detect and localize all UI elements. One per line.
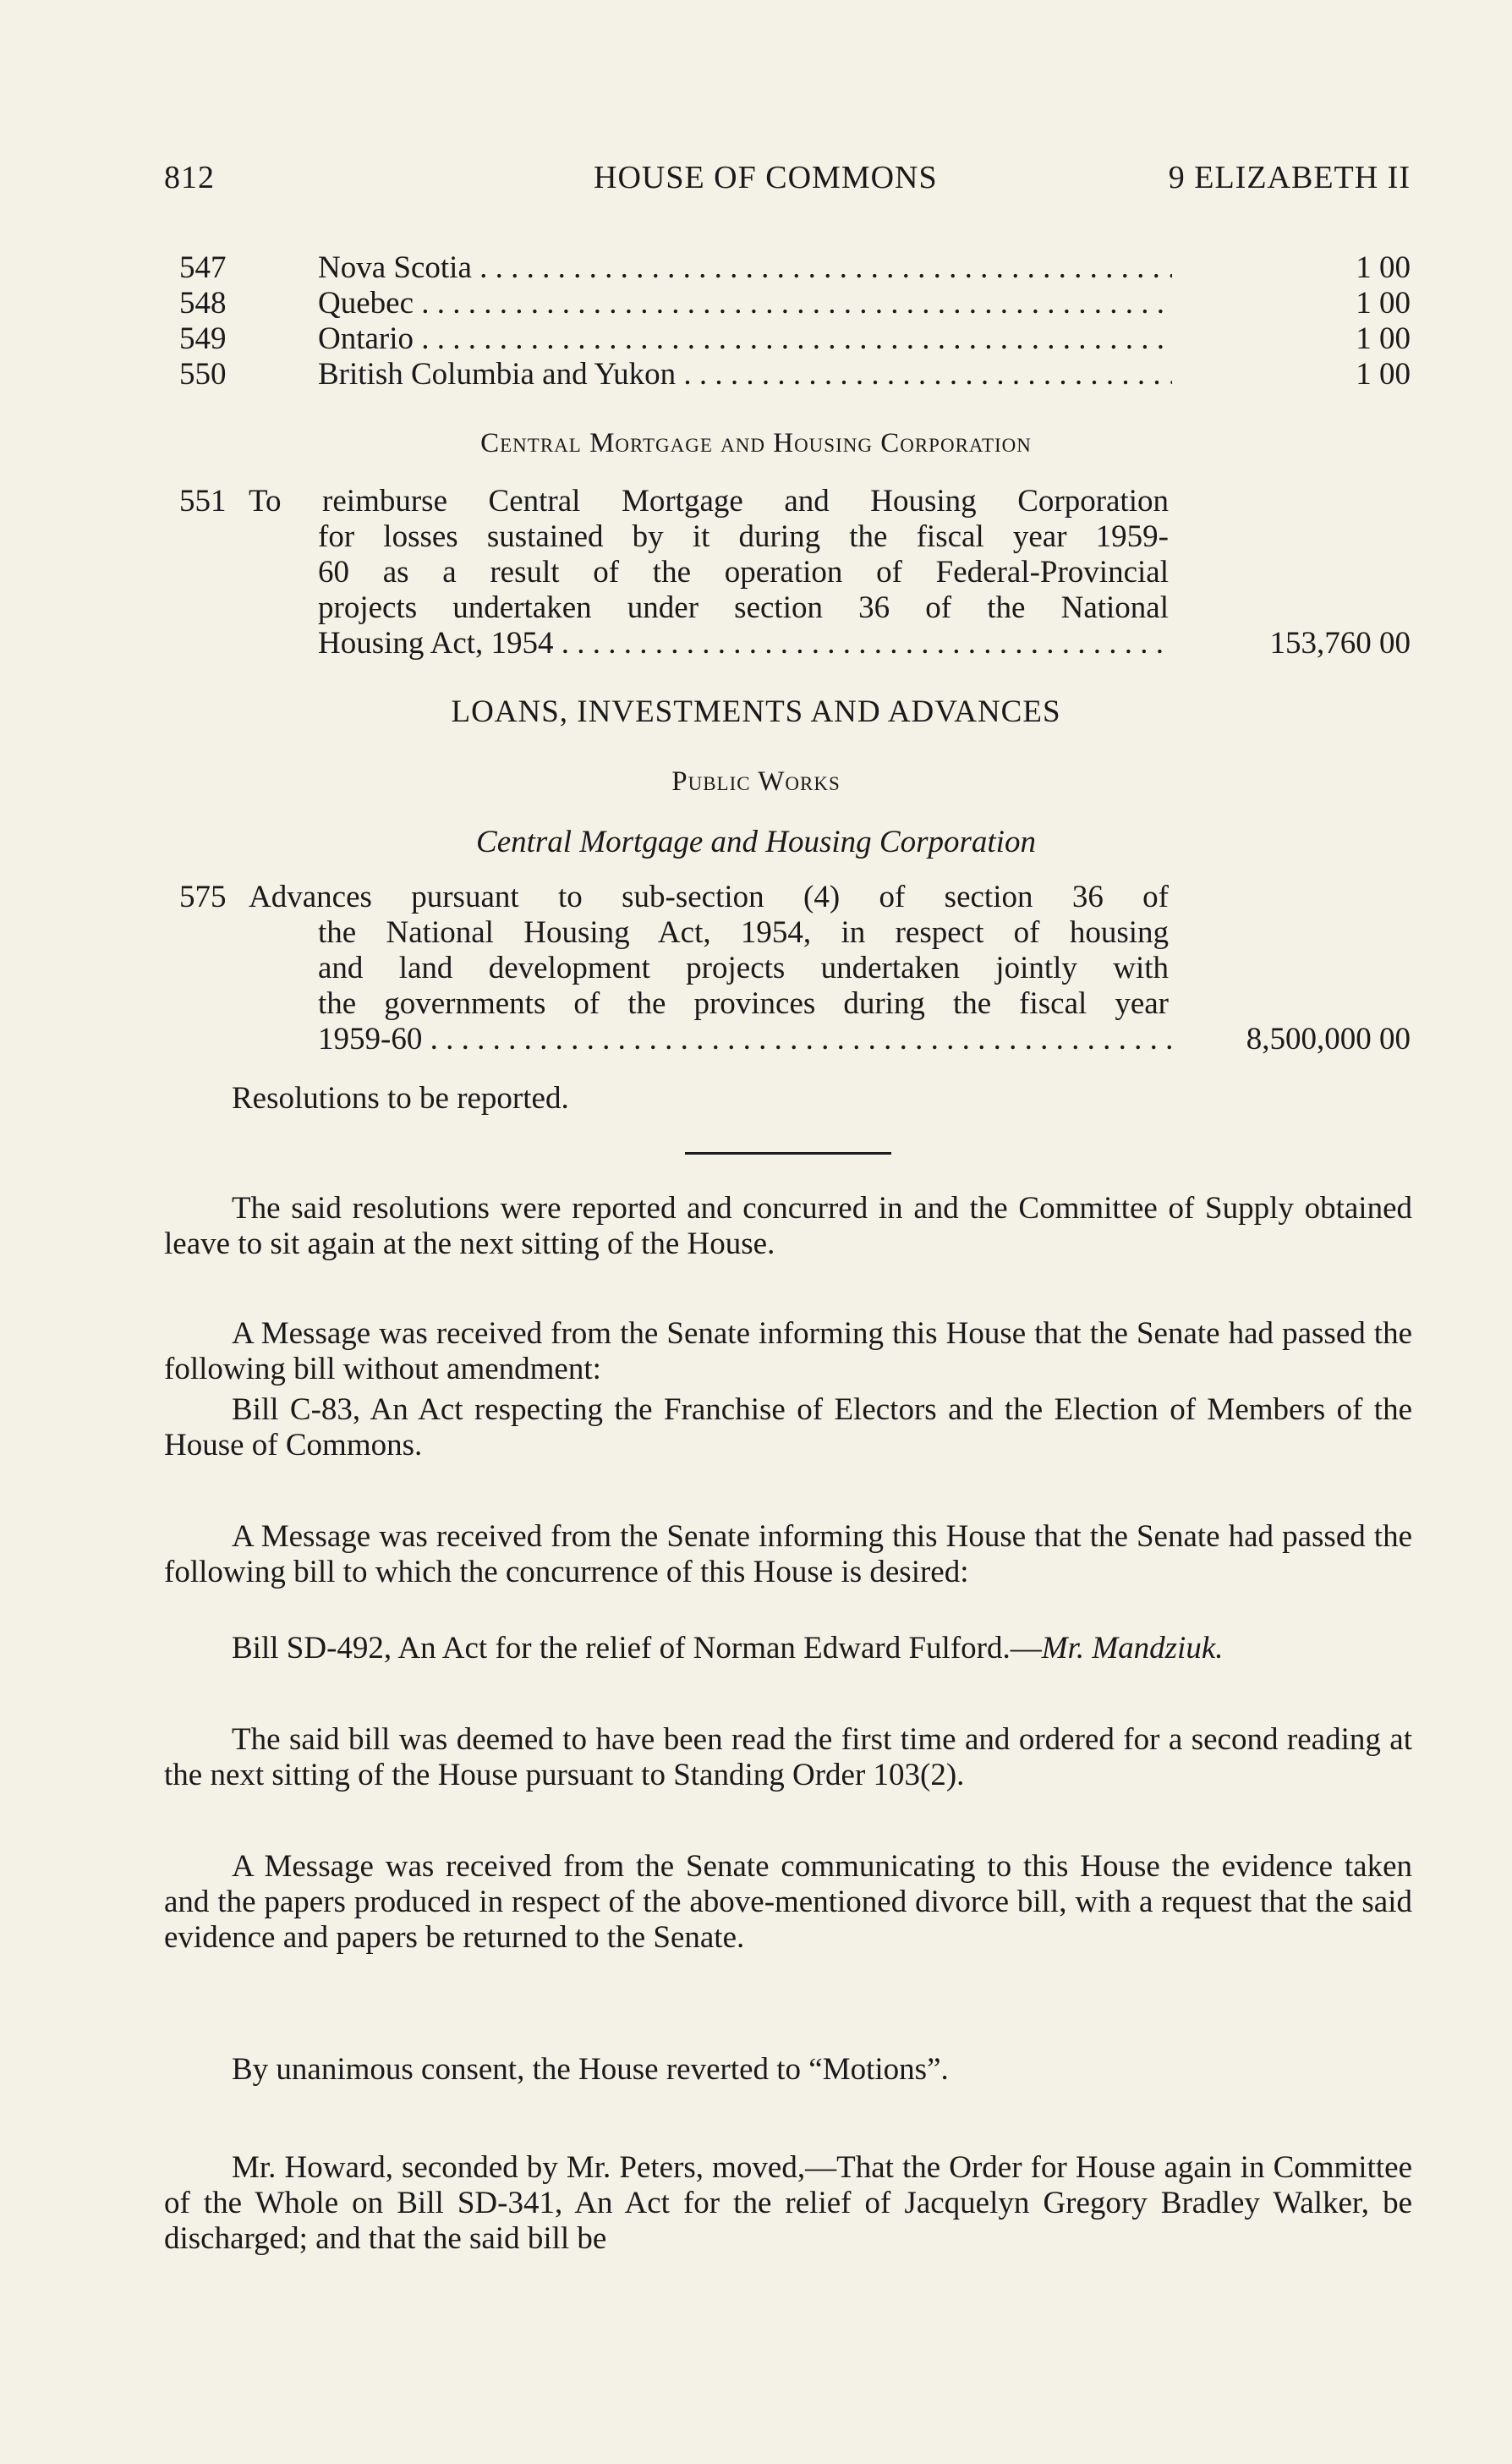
vote-text-line: projects undertaken under section 36 of the National xyxy=(318,590,1169,625)
page-number: 812 xyxy=(164,160,215,195)
vote-text-line: and land development projects undertaken jointly with xyxy=(318,951,1169,985)
paragraph: Mr. Howard, seconded by Mr. Peters, moved,—That the Order for House again in Committee of the Whole on Bill SD-341, An Act for the relief of Jacquelyn Gregory Bradley Walker, be discharged; and that the said bill be xyxy=(164,2150,1412,2256)
item-number: 550 xyxy=(179,357,227,392)
paragraph: The said bill was deemed to have been read the first time and ordered for a second reading at the next sitting of the House pursuant to Standing Order 103(2). xyxy=(164,1722,1412,1792)
item-label: British Columbia and Yukon . . . xyxy=(318,357,1172,392)
paragraph-text: Bill SD-492, An Act for the relief of Norman Edward Fulford.— xyxy=(232,1631,1042,1666)
running-title: HOUSE OF COMMONS xyxy=(594,160,938,195)
item-amount: 1 00 xyxy=(1356,357,1411,392)
vote-text-line: the governments of the provinces during the fiscal year xyxy=(318,986,1169,1021)
vote-text-line: 1959-60 . . . xyxy=(318,1022,1172,1057)
paragraph: The said resolutions were reported and concurred in and the Committee of Supply obtained leave to sit again at the next sitting of the House. xyxy=(164,1191,1412,1261)
vote-text-line: Housing Act, 1954 . . . xyxy=(318,626,1172,661)
vote-number: 551 xyxy=(179,484,227,519)
item-label: Quebec . . . xyxy=(318,286,1172,321)
item-amount: 1 00 xyxy=(1356,250,1411,285)
section-heading-cmhc: Central Mortgage and Housing Corporation xyxy=(480,428,1032,458)
item-amount: 1 00 xyxy=(1356,286,1411,321)
paragraph: A Message was received from the Senate informing this House that the Senate had passed the following bill to which the concurrence of this House is desired: xyxy=(164,1519,1412,1589)
item-number: 547 xyxy=(179,250,227,285)
section-divider xyxy=(685,1152,891,1155)
section-heading-loans: LOANS, INVESTMENTS AND ADVANCES xyxy=(451,694,1061,729)
vote-text-line: the National Housing Act, 1954, in respect of housing xyxy=(318,915,1169,950)
item-amount: 1 00 xyxy=(1356,321,1411,356)
paragraph: A Message was received from the Senate communicating to this House the evidence taken and the papers produced in respect of the above-mentioned divorce bill, with a request that the said evidence and papers be returned to the Senate. xyxy=(164,1849,1412,1955)
paragraph: A Message was received from the Senate informing this House that the Senate had passed the following bill without amendment: xyxy=(164,1316,1412,1386)
vote-text-line: Advances pursuant to sub-section (4) of section 36 of xyxy=(249,880,1169,914)
vote-amount: 8,500,000 00 xyxy=(1246,1022,1411,1056)
vote-text-line: for losses sustained by it during the fiscal year 1959- xyxy=(318,519,1169,554)
member-name: Mr. Mandziuk. xyxy=(1041,1631,1224,1666)
subsection-heading-public-works: Public Works xyxy=(671,766,841,797)
vote-text-line: To reimburse Central Mortgage and Housing Corporation xyxy=(249,484,1169,519)
item-number: 549 xyxy=(179,321,227,356)
vote-amount: 153,760 00 xyxy=(1269,626,1411,661)
resolutions-line: Resolutions to be reported. xyxy=(232,1081,569,1116)
vote-text-line: 60 as a result of the operation of Federal-Provincial xyxy=(318,555,1169,590)
regnal-year: 9 ELIZABETH II xyxy=(1168,160,1411,195)
paragraph xyxy=(164,1631,1412,1666)
subsection-heading-cmhc: Central Mortgage and Housing Corporation xyxy=(476,825,1036,859)
item-number: 548 xyxy=(179,286,227,321)
item-label: Ontario . . . xyxy=(318,321,1172,357)
item-label: Nova Scotia . . . xyxy=(318,250,1172,286)
paragraph: By unanimous consent, the House reverted to “Motions”. xyxy=(232,2052,949,2087)
vote-number: 575 xyxy=(179,880,227,914)
paragraph: Bill C-83, An Act respecting the Franchise of Electors and the Election of Members of the House of Commons. xyxy=(164,1392,1412,1462)
